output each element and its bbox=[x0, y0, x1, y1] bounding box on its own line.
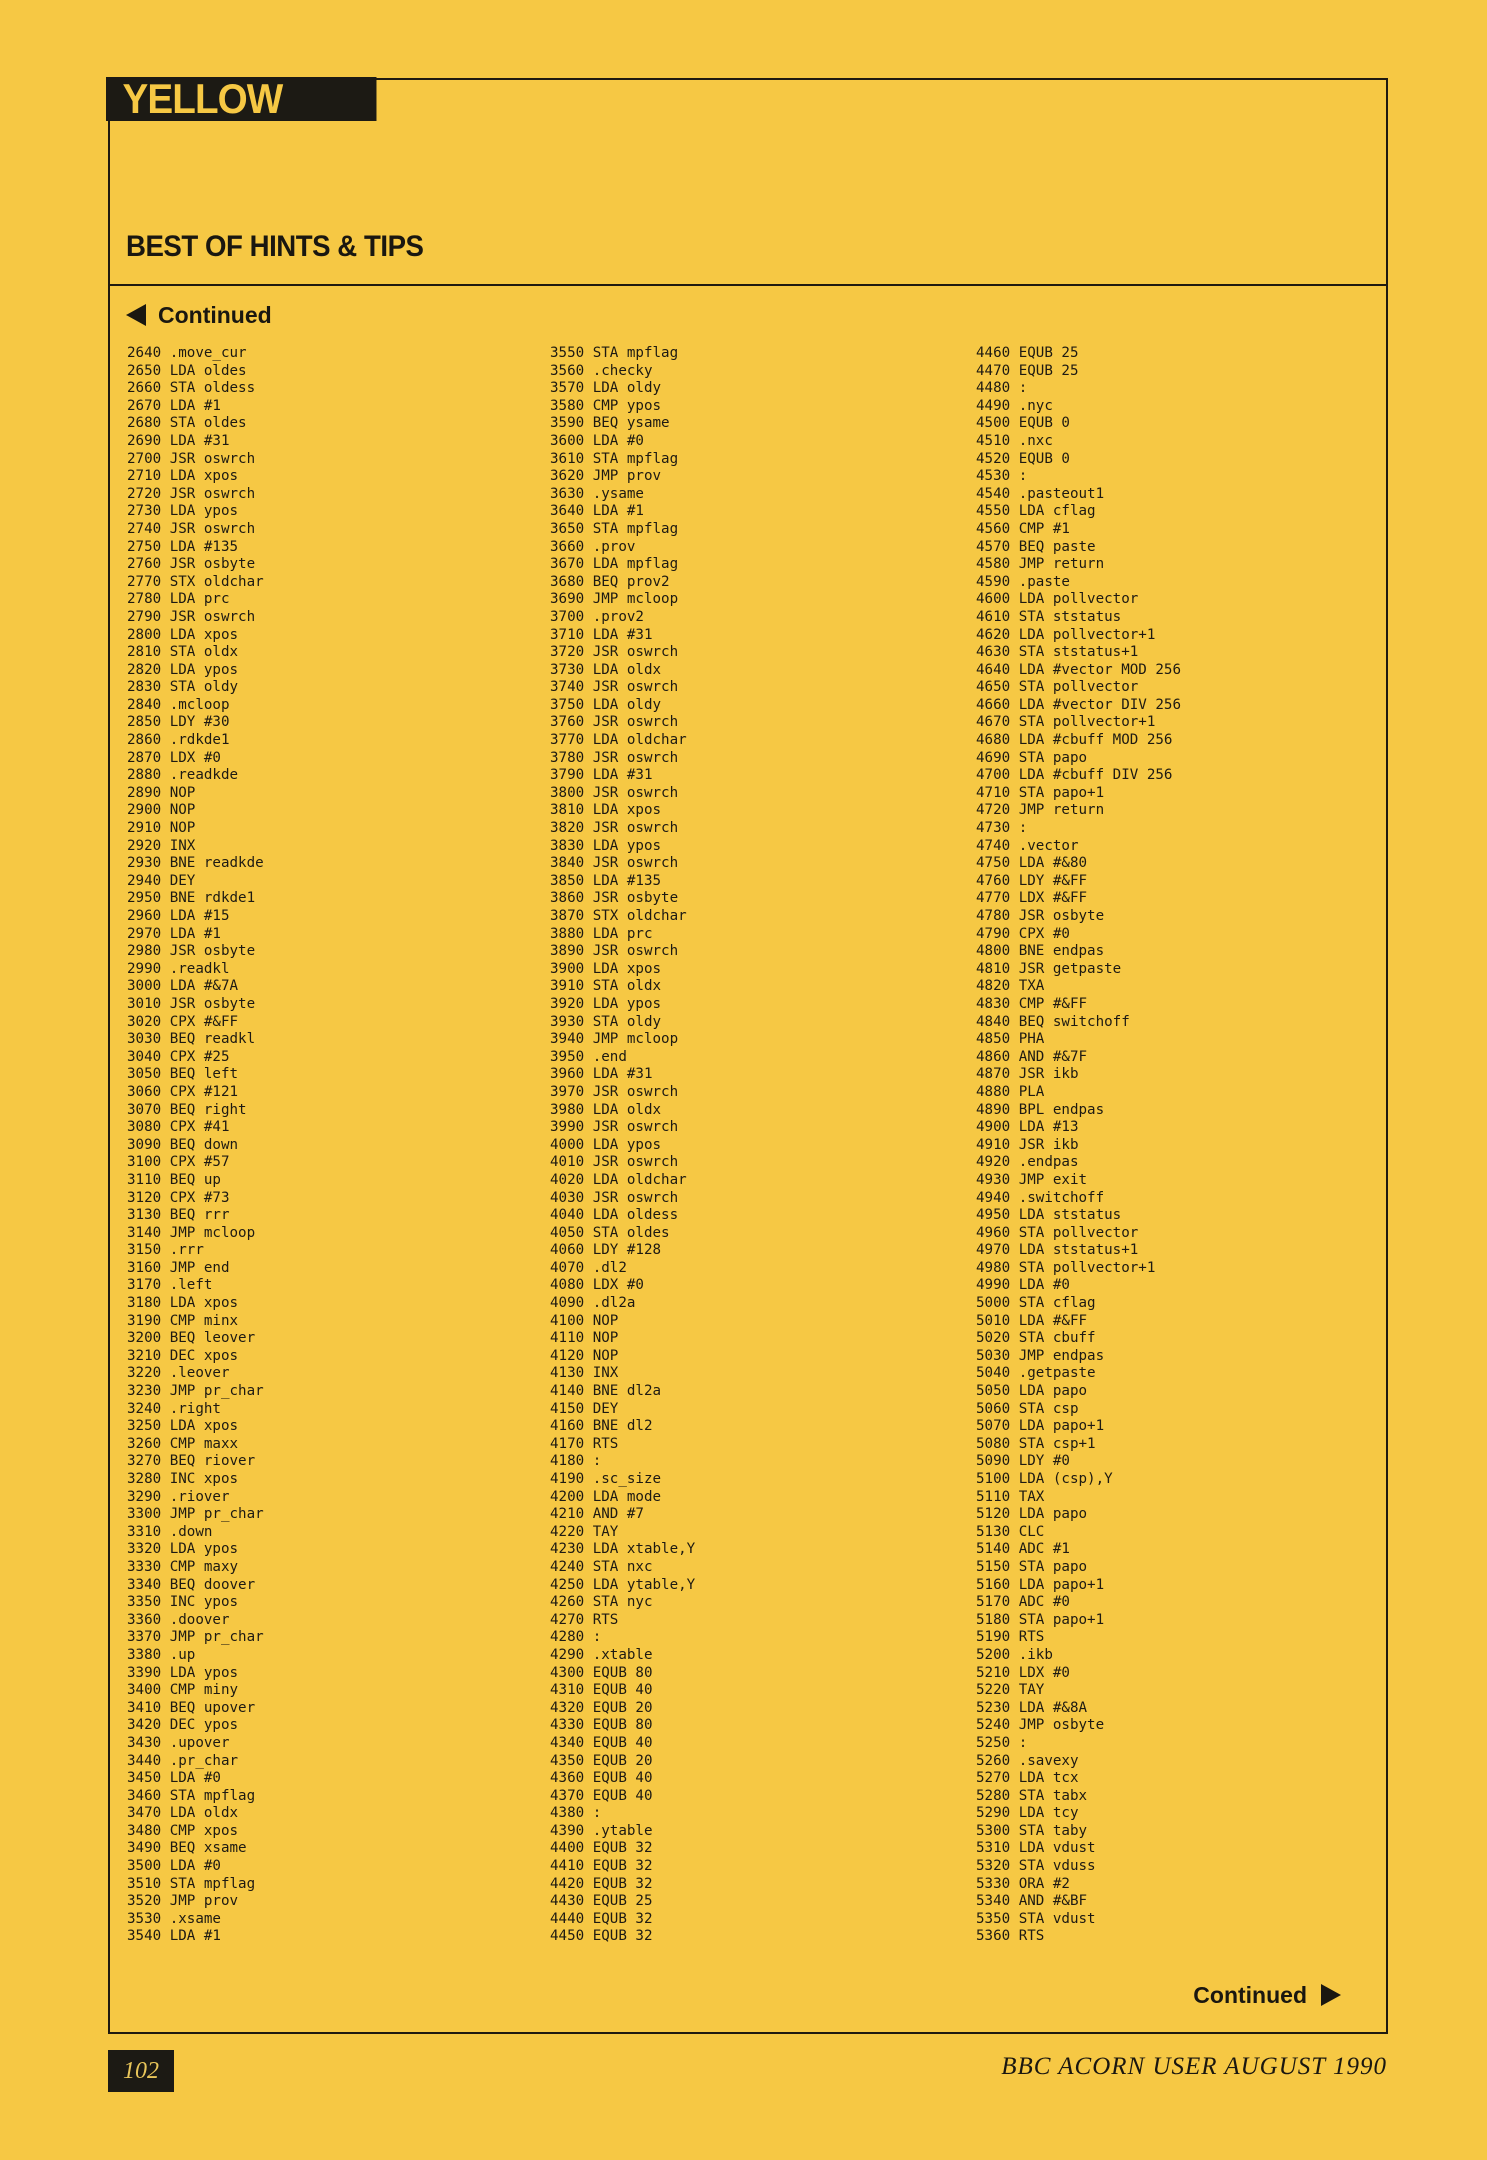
code-line: 4910 JSR ikb bbox=[976, 1136, 1079, 1153]
code-line: 3240 .right bbox=[127, 1400, 221, 1417]
code-line: 3390 LDA ypos bbox=[127, 1664, 239, 1681]
code-line: 3190 CMP minx bbox=[127, 1312, 239, 1329]
code-line: 3750 LDA oldy bbox=[550, 696, 662, 713]
arrow-right-icon bbox=[1321, 1984, 1341, 2006]
code-line: 4440 EQUB 32 bbox=[550, 1910, 653, 1927]
code-line: 5180 STA papo+1 bbox=[976, 1611, 1105, 1628]
code-line: 3790 LDA #31 bbox=[550, 767, 653, 784]
code-line: 4410 EQUB 32 bbox=[550, 1858, 653, 1875]
code-line: 5090 LDY #0 bbox=[976, 1453, 1070, 1470]
code-line: 3950 .end bbox=[550, 1048, 627, 1065]
code-line: 4730 : bbox=[976, 820, 1028, 837]
code-line: 4940 .switchoff bbox=[976, 1189, 1105, 1206]
code-line: 4590 .paste bbox=[976, 573, 1070, 590]
code-line: 4710 STA papo+1 bbox=[976, 784, 1105, 801]
code-line: 3360 .doover bbox=[127, 1611, 230, 1628]
code-line: 3940 JMP mcloop bbox=[550, 1031, 679, 1048]
code-line: 4920 .endpas bbox=[976, 1154, 1079, 1171]
code-line: 2750 LDA #135 bbox=[127, 538, 239, 555]
code-line: 5200 .ikb bbox=[976, 1646, 1053, 1663]
code-line: 4640 LDA #vector MOD 256 bbox=[976, 661, 1181, 678]
page-subtitle: BEST OF HINTS & TIPS bbox=[126, 230, 424, 263]
listing-column-2 bbox=[550, 345, 970, 1946]
code-line: 4660 LDA #vector DIV 256 bbox=[976, 696, 1181, 713]
code-line: 4880 PLA bbox=[976, 1083, 1045, 1100]
code-line: 5190 RTS bbox=[976, 1629, 1045, 1646]
code-line: 4690 STA papo bbox=[976, 749, 1088, 766]
code-line: 3470 LDA oldx bbox=[127, 1805, 239, 1822]
code-line: 4370 EQUB 40 bbox=[550, 1787, 653, 1804]
code-line: 4700 LDA #cbuff DIV 256 bbox=[976, 767, 1173, 784]
code-line: 3870 STX oldchar bbox=[550, 908, 687, 924]
code-line: 4800 BNE endpas bbox=[976, 943, 1105, 960]
code-line: 3020 CPX #&FF bbox=[127, 1013, 239, 1030]
code-line: 3590 BEQ ysame bbox=[550, 415, 670, 432]
code-line: 3930 STA oldy bbox=[550, 1013, 662, 1030]
code-line: 4010 JSR oswrch bbox=[550, 1154, 679, 1171]
code-line: 2760 JSR osbyte bbox=[127, 556, 256, 573]
code-line: 3550 STA mpflag bbox=[550, 345, 679, 361]
code-line: 3920 LDA ypos bbox=[550, 995, 662, 1012]
code-line: 3730 LDA oldx bbox=[550, 661, 662, 678]
code-line: 4020 LDA oldchar bbox=[550, 1171, 687, 1188]
page-number: 102 bbox=[108, 2050, 174, 2092]
code-line: 4460 EQUB 25 bbox=[976, 345, 1079, 361]
code-line: 3670 LDA mpflag bbox=[550, 556, 679, 573]
code-line: 2730 LDA ypos bbox=[127, 503, 239, 520]
continued-next-marker bbox=[1193, 1980, 1341, 2010]
code-line: 4030 JSR oswrch bbox=[550, 1189, 679, 1206]
code-line: 4550 LDA cflag bbox=[976, 503, 1096, 520]
code-line: 4760 LDY #&FF bbox=[976, 872, 1088, 889]
code-line: 4280 : bbox=[550, 1629, 602, 1646]
code-line: 3740 JSR oswrch bbox=[550, 679, 679, 696]
code-line: 3010 JSR osbyte bbox=[127, 995, 256, 1012]
code-line: 3080 CPX #41 bbox=[127, 1119, 230, 1136]
code-line: 4220 TAY bbox=[550, 1523, 619, 1540]
code-line: 5210 LDX #0 bbox=[976, 1664, 1070, 1681]
code-line: 4350 EQUB 20 bbox=[550, 1752, 653, 1769]
code-line: 4810 JSR getpaste bbox=[976, 960, 1122, 977]
code-line: 4360 EQUB 40 bbox=[550, 1770, 653, 1787]
code-line: 4430 EQUB 25 bbox=[550, 1893, 653, 1910]
code-line: 2840 .mcloop bbox=[127, 696, 230, 713]
code-line: 5030 JMP endpas bbox=[976, 1347, 1105, 1364]
code-line: 4070 .dl2 bbox=[550, 1259, 627, 1276]
code-line: 3220 .leover bbox=[127, 1365, 230, 1382]
code-line: 3130 BEQ rrr bbox=[127, 1207, 230, 1224]
code-line: 5140 ADC #1 bbox=[976, 1541, 1070, 1558]
code-line: 2650 LDA oldes bbox=[127, 362, 247, 379]
code-line: 2780 LDA prc bbox=[127, 591, 230, 608]
code-line: 3760 JSR oswrch bbox=[550, 714, 679, 731]
code-line: 3140 JMP mcloop bbox=[127, 1224, 256, 1241]
code-line: 4170 RTS bbox=[550, 1435, 619, 1452]
code-line: 2950 BNE rdkde1 bbox=[127, 890, 256, 907]
code-line: 3230 JMP pr_char bbox=[127, 1383, 264, 1400]
code-line: 3960 LDA #31 bbox=[550, 1066, 653, 1083]
code-line: 2990 .readkl bbox=[127, 960, 230, 977]
code-line: 5220 TAY bbox=[976, 1682, 1045, 1699]
code-line: 4320 EQUB 20 bbox=[550, 1699, 653, 1716]
code-line: 3110 BEQ up bbox=[127, 1171, 221, 1188]
code-line: 3300 JMP pr_char bbox=[127, 1506, 264, 1523]
code-line: 4200 LDA mode bbox=[550, 1488, 662, 1505]
code-line: 5060 STA csp bbox=[976, 1400, 1079, 1417]
code-line: 4540 .pasteout1 bbox=[976, 485, 1105, 502]
continued-top-label: Continued bbox=[158, 301, 272, 328]
code-line: 2790 JSR oswrch bbox=[127, 608, 256, 625]
code-line: 3830 LDA ypos bbox=[550, 837, 662, 854]
code-line: 2940 DEY bbox=[127, 872, 196, 889]
code-line: 3710 LDA #31 bbox=[550, 626, 653, 643]
code-line: 4060 LDY #128 bbox=[550, 1242, 662, 1259]
code-line: 5250 : bbox=[976, 1734, 1028, 1751]
code-line: 3160 JMP end bbox=[127, 1259, 230, 1276]
code-line: 4560 CMP #1 bbox=[976, 520, 1070, 537]
code-line: 2930 BNE readkde bbox=[127, 855, 264, 872]
code-line: 5170 ADC #0 bbox=[976, 1594, 1070, 1611]
listing-column-1 bbox=[127, 345, 547, 1946]
code-line: 5300 STA taby bbox=[976, 1822, 1088, 1839]
code-line: 4630 STA ststatus+1 bbox=[976, 644, 1139, 661]
code-line: 5270 LDA tcx bbox=[976, 1770, 1079, 1787]
continued-from-marker bbox=[126, 300, 272, 330]
code-line: 4650 STA pollvector bbox=[976, 679, 1139, 696]
code-line: 3980 LDA oldx bbox=[550, 1101, 662, 1118]
code-line: 4120 NOP bbox=[550, 1347, 619, 1364]
code-line: 4510 .nxc bbox=[976, 432, 1053, 449]
code-line: 2670 LDA #1 bbox=[127, 397, 221, 414]
code-line: 3210 DEC xpos bbox=[127, 1347, 239, 1364]
code-line: 2640 .move_cur bbox=[127, 345, 247, 361]
code-line: 3840 JSR oswrch bbox=[550, 855, 679, 872]
code-line: 2810 STA oldx bbox=[127, 644, 239, 661]
code-line: 3580 CMP ypos bbox=[550, 397, 662, 414]
code-line: 3990 JSR oswrch bbox=[550, 1119, 679, 1136]
code-line: 5280 STA tabx bbox=[976, 1787, 1088, 1804]
code-line: 3200 BEQ leover bbox=[127, 1330, 256, 1347]
code-line: 4040 LDA oldess bbox=[550, 1207, 679, 1224]
code-line: 4240 STA nxc bbox=[550, 1558, 653, 1575]
code-line: 3810 LDA xpos bbox=[550, 802, 662, 819]
code-line: 4470 EQUB 25 bbox=[976, 362, 1079, 379]
code-line: 3280 INC xpos bbox=[127, 1471, 239, 1487]
code-line: 5010 LDA #&FF bbox=[976, 1312, 1088, 1329]
code-line: 4270 RTS bbox=[550, 1611, 619, 1628]
code-line: 3070 BEQ right bbox=[127, 1101, 247, 1118]
code-line: 2880 .readkde bbox=[127, 767, 239, 784]
magazine-footer: BBC ACORN USER AUGUST 1990 bbox=[1001, 2053, 1387, 2080]
code-line: 5120 LDA papo bbox=[976, 1506, 1088, 1523]
code-line: 4870 JSR ikb bbox=[976, 1066, 1079, 1083]
code-line: 4520 EQUB 0 bbox=[976, 450, 1070, 467]
code-line: 5080 STA csp+1 bbox=[976, 1435, 1096, 1452]
code-line: 3170 .left bbox=[127, 1277, 213, 1294]
code-line: 2690 LDA #31 bbox=[127, 432, 230, 449]
code-line: 2830 STA oldy bbox=[127, 679, 239, 696]
code-line: 2960 LDA #15 bbox=[127, 908, 230, 924]
code-line: 5050 LDA papo bbox=[976, 1383, 1088, 1400]
code-line: 4380 : bbox=[550, 1805, 602, 1822]
code-line: 3090 BEQ down bbox=[127, 1136, 239, 1153]
code-line: 3660 .prov bbox=[550, 538, 636, 555]
code-line: 3680 BEQ prov2 bbox=[550, 573, 670, 590]
code-line: 4960 STA pollvector bbox=[976, 1224, 1139, 1241]
code-line: 3150 .rrr bbox=[127, 1242, 204, 1259]
code-line: 5160 LDA papo+1 bbox=[976, 1576, 1105, 1593]
code-line: 4970 LDA ststatus+1 bbox=[976, 1242, 1139, 1259]
code-line: 4820 TXA bbox=[976, 978, 1045, 995]
code-line: 2890 NOP bbox=[127, 784, 196, 801]
code-line: 3820 JSR oswrch bbox=[550, 820, 679, 837]
code-line: 5310 LDA vdust bbox=[976, 1840, 1096, 1857]
code-line: 3380 .up bbox=[127, 1646, 196, 1663]
code-line: 4740 .vector bbox=[976, 837, 1079, 854]
code-line: 5110 TAX bbox=[976, 1488, 1045, 1505]
code-line: 3270 BEQ riover bbox=[127, 1453, 256, 1470]
code-line: 5260 .savexy bbox=[976, 1752, 1079, 1769]
code-line: 5350 STA vdust bbox=[976, 1910, 1096, 1927]
code-line: 3430 .upover bbox=[127, 1734, 230, 1751]
code-line: 3260 CMP maxx bbox=[127, 1435, 239, 1452]
code-line: 4780 JSR osbyte bbox=[976, 908, 1105, 924]
code-line: 4530 : bbox=[976, 468, 1028, 485]
code-line: 4750 LDA #&80 bbox=[976, 855, 1088, 872]
code-line: 4210 AND #7 bbox=[550, 1506, 644, 1523]
code-line: 5130 CLC bbox=[976, 1523, 1045, 1540]
code-line: 3600 LDA #0 bbox=[550, 432, 644, 449]
code-line: 5100 LDA (csp),Y bbox=[976, 1471, 1113, 1487]
code-line: 3480 CMP xpos bbox=[127, 1822, 239, 1839]
code-line: 2700 JSR oswrch bbox=[127, 450, 256, 467]
code-line: 4890 BPL endpas bbox=[976, 1101, 1105, 1118]
code-line: 4480 : bbox=[976, 380, 1028, 397]
code-line: 3400 CMP miny bbox=[127, 1682, 239, 1699]
code-line: 3520 JMP prov bbox=[127, 1893, 239, 1910]
code-line: 3060 CPX #121 bbox=[127, 1083, 239, 1100]
code-line: 3770 LDA oldchar bbox=[550, 732, 687, 749]
code-line: 4500 EQUB 0 bbox=[976, 415, 1070, 432]
code-line: 3850 LDA #135 bbox=[550, 872, 662, 889]
code-line: 4260 STA nyc bbox=[550, 1594, 653, 1611]
code-line: 3880 LDA prc bbox=[550, 925, 653, 942]
code-line: 3640 LDA #1 bbox=[550, 503, 644, 520]
code-line: 3490 BEQ xsame bbox=[127, 1840, 247, 1857]
code-line: 5070 LDA papo+1 bbox=[976, 1418, 1105, 1435]
code-line: 2900 NOP bbox=[127, 802, 196, 819]
code-line: 4930 JMP exit bbox=[976, 1171, 1088, 1188]
code-line: 3030 BEQ readkl bbox=[127, 1031, 256, 1048]
code-line: 3620 JMP prov bbox=[550, 468, 662, 485]
code-line: 4680 LDA #cbuff MOD 256 bbox=[976, 732, 1173, 749]
code-line: 3350 INC ypos bbox=[127, 1594, 239, 1611]
code-line: 4570 BEQ paste bbox=[976, 538, 1096, 555]
code-line: 2680 STA oldes bbox=[127, 415, 247, 432]
code-line: 3720 JSR oswrch bbox=[550, 644, 679, 661]
code-line: 3000 LDA #&7A bbox=[127, 978, 239, 995]
code-line: 3460 STA mpflag bbox=[127, 1787, 256, 1804]
code-line: 3440 .pr_char bbox=[127, 1752, 239, 1769]
code-line: 2720 JSR oswrch bbox=[127, 485, 256, 502]
code-line: 4420 EQUB 32 bbox=[550, 1875, 653, 1892]
code-line: 3100 CPX #57 bbox=[127, 1154, 230, 1171]
code-line: 2980 JSR osbyte bbox=[127, 943, 256, 960]
code-line: 5040 .getpaste bbox=[976, 1365, 1096, 1382]
code-line: 4230 LDA xtable,Y bbox=[550, 1541, 696, 1558]
code-line: 5320 STA vduss bbox=[976, 1858, 1096, 1875]
code-line: 5230 LDA #&8A bbox=[976, 1699, 1088, 1716]
code-line: 3890 JSR oswrch bbox=[550, 943, 679, 960]
code-line: 2800 LDA xpos bbox=[127, 626, 239, 643]
code-line: 3050 BEQ left bbox=[127, 1066, 239, 1083]
code-line: 4080 LDX #0 bbox=[550, 1277, 644, 1294]
code-line: 3450 LDA #0 bbox=[127, 1770, 221, 1787]
code-line: 4830 CMP #&FF bbox=[976, 995, 1088, 1012]
code-line: 4720 JMP return bbox=[976, 802, 1105, 819]
code-line: 2910 NOP bbox=[127, 820, 196, 837]
code-line: 4620 LDA pollvector+1 bbox=[976, 626, 1156, 643]
arrow-left-icon bbox=[126, 304, 146, 326]
divider bbox=[108, 284, 1388, 286]
code-line: 3420 DEC ypos bbox=[127, 1717, 239, 1734]
code-line: 5290 LDA tcy bbox=[976, 1805, 1079, 1822]
code-line: 4670 STA pollvector+1 bbox=[976, 714, 1156, 731]
code-line: 4600 LDA pollvector bbox=[976, 591, 1139, 608]
code-line: 4860 AND #&7F bbox=[976, 1048, 1088, 1065]
code-line: 5330 ORA #2 bbox=[976, 1875, 1070, 1892]
code-line: 3800 JSR oswrch bbox=[550, 784, 679, 801]
code-line: 4150 DEY bbox=[550, 1400, 619, 1417]
code-line: 2820 LDA ypos bbox=[127, 661, 239, 678]
code-line: 3700 .prov2 bbox=[550, 608, 644, 625]
continued-bottom-label: Continued bbox=[1193, 1981, 1307, 2008]
code-line: 4850 PHA bbox=[976, 1031, 1045, 1048]
code-line: 4490 .nyc bbox=[976, 397, 1053, 414]
code-line: 4450 EQUB 32 bbox=[550, 1928, 653, 1945]
code-line: 3690 JMP mcloop bbox=[550, 591, 679, 608]
code-line: 4310 EQUB 40 bbox=[550, 1682, 653, 1699]
code-line: 4110 NOP bbox=[550, 1330, 619, 1347]
code-line: 5340 AND #&BF bbox=[976, 1893, 1088, 1910]
listing-column-3 bbox=[976, 345, 1396, 1946]
code-line: 2850 LDY #30 bbox=[127, 714, 230, 731]
code-line: 4300 EQUB 80 bbox=[550, 1664, 653, 1681]
code-line: 4180 : bbox=[550, 1453, 602, 1470]
code-line: 5020 STA cbuff bbox=[976, 1330, 1096, 1347]
code-line: 2660 STA oldess bbox=[127, 380, 256, 397]
code-line: 3370 JMP pr_char bbox=[127, 1629, 264, 1646]
code-line: 3610 STA mpflag bbox=[550, 450, 679, 467]
code-line: 4340 EQUB 40 bbox=[550, 1734, 653, 1751]
code-line: 3970 JSR oswrch bbox=[550, 1083, 679, 1100]
code-line: 2860 .rdkde1 bbox=[127, 732, 230, 749]
code-line: 3780 JSR oswrch bbox=[550, 749, 679, 766]
code-line: 3290 .riover bbox=[127, 1488, 230, 1505]
code-line: 3860 JSR osbyte bbox=[550, 890, 679, 907]
code-line: 2710 LDA xpos bbox=[127, 468, 239, 485]
code-line: 3540 LDA #1 bbox=[127, 1928, 221, 1945]
code-line: 3500 LDA #0 bbox=[127, 1858, 221, 1875]
code-line: 4330 EQUB 80 bbox=[550, 1717, 653, 1734]
code-line: 4400 EQUB 32 bbox=[550, 1840, 653, 1857]
code-line: 4000 LDA ypos bbox=[550, 1136, 662, 1153]
code-line: 4900 LDA #13 bbox=[976, 1119, 1079, 1136]
code-line: 5360 RTS bbox=[976, 1928, 1045, 1945]
code-line: 4580 JMP return bbox=[976, 556, 1105, 573]
code-line: 4390 .ytable bbox=[550, 1822, 653, 1839]
code-line: 3530 .xsame bbox=[127, 1910, 221, 1927]
code-line: 5150 STA papo bbox=[976, 1558, 1088, 1575]
code-line: 2740 JSR oswrch bbox=[127, 520, 256, 537]
code-line: 3910 STA oldx bbox=[550, 978, 662, 995]
code-line: 3310 .down bbox=[127, 1523, 213, 1540]
code-line: 4100 NOP bbox=[550, 1312, 619, 1329]
code-line: 2870 LDX #0 bbox=[127, 749, 221, 766]
code-line: 3510 STA mpflag bbox=[127, 1875, 256, 1892]
code-line: 3120 CPX #73 bbox=[127, 1189, 230, 1206]
section-title: YELLOW PAGES bbox=[106, 77, 376, 121]
code-line: 3410 BEQ upover bbox=[127, 1699, 256, 1716]
code-line: 4840 BEQ switchoff bbox=[976, 1013, 1130, 1030]
code-line: 3250 LDA xpos bbox=[127, 1418, 239, 1435]
code-line: 5240 JMP osbyte bbox=[976, 1717, 1105, 1734]
code-line: 4250 LDA ytable,Y bbox=[550, 1576, 696, 1593]
code-line: 3180 LDA xpos bbox=[127, 1295, 239, 1312]
code-line: 4610 STA ststatus bbox=[976, 608, 1122, 625]
code-line: 4090 .dl2a bbox=[550, 1295, 636, 1312]
code-line: 4050 STA oldes bbox=[550, 1224, 670, 1241]
code-line: 4190 .sc_size bbox=[550, 1471, 662, 1487]
code-line: 3330 CMP maxy bbox=[127, 1558, 239, 1575]
code-line: 5000 STA cflag bbox=[976, 1295, 1096, 1312]
code-line: 4160 BNE dl2 bbox=[550, 1418, 653, 1435]
code-line: 4980 STA pollvector+1 bbox=[976, 1259, 1156, 1276]
code-line: 3900 LDA xpos bbox=[550, 960, 662, 977]
code-line: 3340 BEQ doover bbox=[127, 1576, 256, 1593]
code-line: 4130 INX bbox=[550, 1365, 619, 1382]
code-line: 3650 STA mpflag bbox=[550, 520, 679, 537]
code-line: 4790 CPX #0 bbox=[976, 925, 1070, 942]
code-line: 4950 LDA ststatus bbox=[976, 1207, 1122, 1224]
code-line: 4290 .xtable bbox=[550, 1646, 653, 1663]
code-line: 2770 STX oldchar bbox=[127, 573, 264, 590]
code-line: 3560 .checky bbox=[550, 362, 653, 379]
code-line: 2970 LDA #1 bbox=[127, 925, 221, 942]
code-line: 4990 LDA #0 bbox=[976, 1277, 1070, 1294]
code-line: 3040 CPX #25 bbox=[127, 1048, 230, 1065]
code-line: 3320 LDA ypos bbox=[127, 1541, 239, 1558]
code-line: 4140 BNE dl2a bbox=[550, 1383, 662, 1400]
code-line: 3630 .ysame bbox=[550, 485, 644, 502]
code-line: 3570 LDA oldy bbox=[550, 380, 662, 397]
code-line: 4770 LDX #&FF bbox=[976, 890, 1088, 907]
code-line: 2920 INX bbox=[127, 837, 196, 854]
